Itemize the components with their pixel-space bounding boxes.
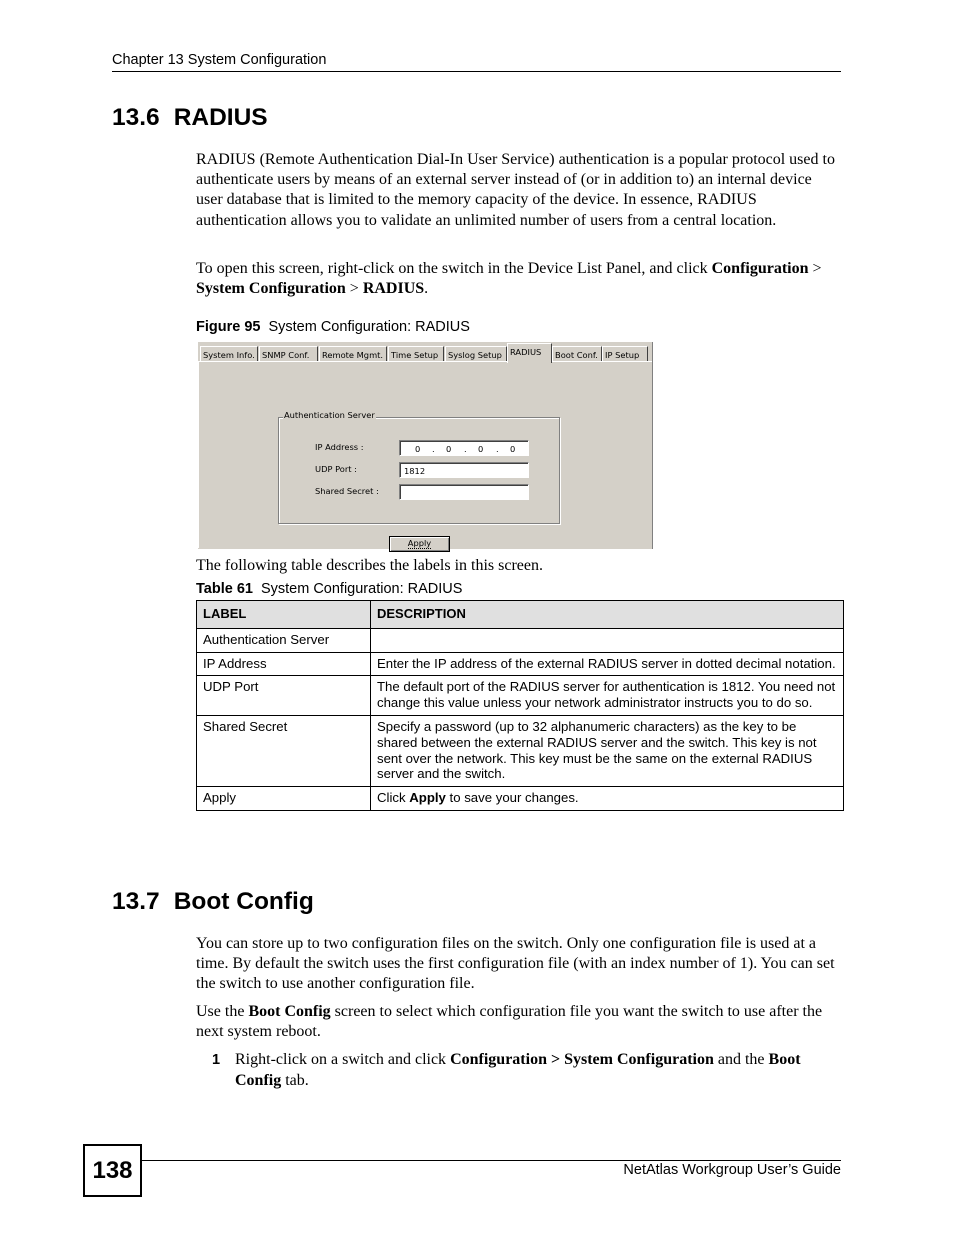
sentence-end: . xyxy=(424,280,429,298)
tab-syslog-setup[interactable]: Syslog Setup xyxy=(445,346,507,362)
shared-secret-field[interactable] xyxy=(399,484,529,500)
figure-caption xyxy=(196,319,470,335)
step-number: 1 xyxy=(212,1052,221,1068)
ip-octet-2: 0 xyxy=(446,444,452,454)
radius-tab-pane xyxy=(198,361,652,548)
ip-octet-3: 0 xyxy=(478,444,484,454)
row-description xyxy=(371,787,844,811)
usage-text: Use the xyxy=(196,1003,249,1020)
menu-path-system-configuration: Configuration > System Configuration xyxy=(450,1051,714,1068)
ip-dot: . xyxy=(432,444,435,454)
section-title: Boot Config xyxy=(173,888,314,915)
step-text-part: and the xyxy=(713,1051,769,1068)
tab-name-boot-config: Boot Config xyxy=(235,1051,801,1089)
menu-path-configuration: Configuration xyxy=(711,260,809,277)
step-text xyxy=(235,1050,845,1091)
guide-title: NetAtlas Workgroup User’s Guide xyxy=(623,1162,841,1178)
header-rule xyxy=(112,71,841,72)
radius-config-screenshot xyxy=(198,342,653,549)
tab-snmp-conf[interactable]: SNMP Conf. xyxy=(259,346,318,362)
row-description: Specify a password (up to 32 alphanumeric characters) as the key to be shared between the external RADIUS server and the switch. This key is not sent over the network. This key must be the same on the external RADIUS server and the switch. xyxy=(371,715,844,786)
ip-dot: . xyxy=(464,444,467,454)
udp-port-label: UDP Port : xyxy=(315,464,357,474)
table-intro: The following table describes the labels in this screen. xyxy=(196,557,544,574)
row-description xyxy=(371,628,844,652)
instruction-text: To open this screen, right-click on the switch in the Device List Panel, and click xyxy=(196,260,712,277)
ip-dot: . xyxy=(496,444,499,454)
tab-system-info[interactable]: System Info. xyxy=(200,346,258,362)
row-label: Apply xyxy=(197,787,371,811)
ip-address-label: IP Address : xyxy=(315,442,364,452)
table-caption-text: System Configuration: RADIUS xyxy=(260,581,463,597)
tab-remote-mgmt[interactable]: Remote Mgmt. xyxy=(319,346,387,362)
tab-radius[interactable]: RADIUS xyxy=(507,343,552,363)
section-number: 13.6 xyxy=(112,104,160,131)
table-row xyxy=(197,715,844,786)
table-row xyxy=(197,676,844,716)
apply-button[interactable] xyxy=(389,536,450,552)
table-row xyxy=(197,652,844,676)
ip-address-field[interactable] xyxy=(399,440,529,456)
udp-port-field[interactable]: 1812 xyxy=(399,462,529,478)
figure-caption-text: System Configuration: RADIUS xyxy=(268,319,470,335)
menu-separator: > xyxy=(808,260,822,277)
step-text-part: tab. xyxy=(281,1071,309,1089)
table-header-row xyxy=(197,601,844,629)
menu-path-radius: RADIUS xyxy=(362,280,425,298)
page-number-box xyxy=(83,1144,142,1197)
section-number: 13.7 xyxy=(112,888,160,915)
screen-name-boot-config: Boot Config xyxy=(248,1003,331,1020)
column-header-label: LABEL xyxy=(197,601,371,629)
desc-bold: Apply xyxy=(409,790,446,806)
ip-octet-1: 0 xyxy=(415,444,421,454)
table-label: Table 61 xyxy=(196,581,253,597)
row-description: The default port of the RADIUS server for authentication is 1812. You need not change this value unless your network administrator instructs you to do so. xyxy=(371,676,844,716)
menu-path-system-configuration: System Configuration xyxy=(196,280,346,298)
ip-octet-4: 0 xyxy=(510,444,516,454)
row-label: Authentication Server xyxy=(197,628,371,652)
desc-text: Click xyxy=(377,790,410,806)
row-label: UDP Port xyxy=(197,676,371,716)
running-header: Chapter 13 System Configuration xyxy=(112,52,327,68)
step-text-part: Right-click on a switch and click xyxy=(235,1051,451,1068)
table-row xyxy=(197,628,844,652)
row-label: IP Address xyxy=(197,652,371,676)
page-number: 138 xyxy=(92,1156,133,1184)
table-row xyxy=(197,787,844,811)
config-tab-strip xyxy=(200,343,651,362)
boot-config-usage-paragraph xyxy=(196,1002,841,1042)
menu-separator: > xyxy=(345,280,363,298)
footer-rule xyxy=(141,1160,841,1161)
section-title: RADIUS xyxy=(173,104,268,131)
figure-label: Figure 95 xyxy=(196,319,261,335)
tab-ip-setup[interactable]: IP Setup xyxy=(602,346,648,362)
table-caption xyxy=(196,581,462,597)
section-heading-radius xyxy=(112,104,268,132)
tab-time-setup[interactable]: Time Setup xyxy=(388,346,444,362)
radius-label-table xyxy=(196,600,844,811)
radius-open-instructions xyxy=(196,259,841,299)
authentication-server-legend: Authentication Server xyxy=(284,410,375,420)
boot-config-intro-paragraph: You can store up to two configuration files on the switch. Only one configuration file is used at a time. By default the switch uses the first configuration file (with an index number of 1). You can set the switch to use another configuration file. xyxy=(196,935,835,993)
usage-text: screen to select which configuration file you want the switch to use after the next system reboot. xyxy=(196,1003,823,1041)
apply-button-label: Apply xyxy=(407,538,432,548)
radius-intro-paragraph: RADIUS (Remote Authentication Dial-In User Service) authentication is a popular protocol used to authenticate users by means of an external server instead of (or in addition to) an internal device user database that is limited to the memory capacity of the device. In essence, RADIUS authentication allows you to validate an unlimited number of users from a central location. xyxy=(196,151,835,229)
shared-secret-label: Shared Secret : xyxy=(315,486,379,496)
row-description: Enter the IP address of the external RADIUS server in dotted decimal notation. xyxy=(371,652,844,676)
tab-boot-conf[interactable]: Boot Conf. xyxy=(552,346,602,362)
section-heading-boot-config xyxy=(112,888,314,916)
row-label: Shared Secret xyxy=(197,715,371,786)
column-header-description: DESCRIPTION xyxy=(371,601,844,629)
desc-text: to save your changes. xyxy=(445,790,579,806)
